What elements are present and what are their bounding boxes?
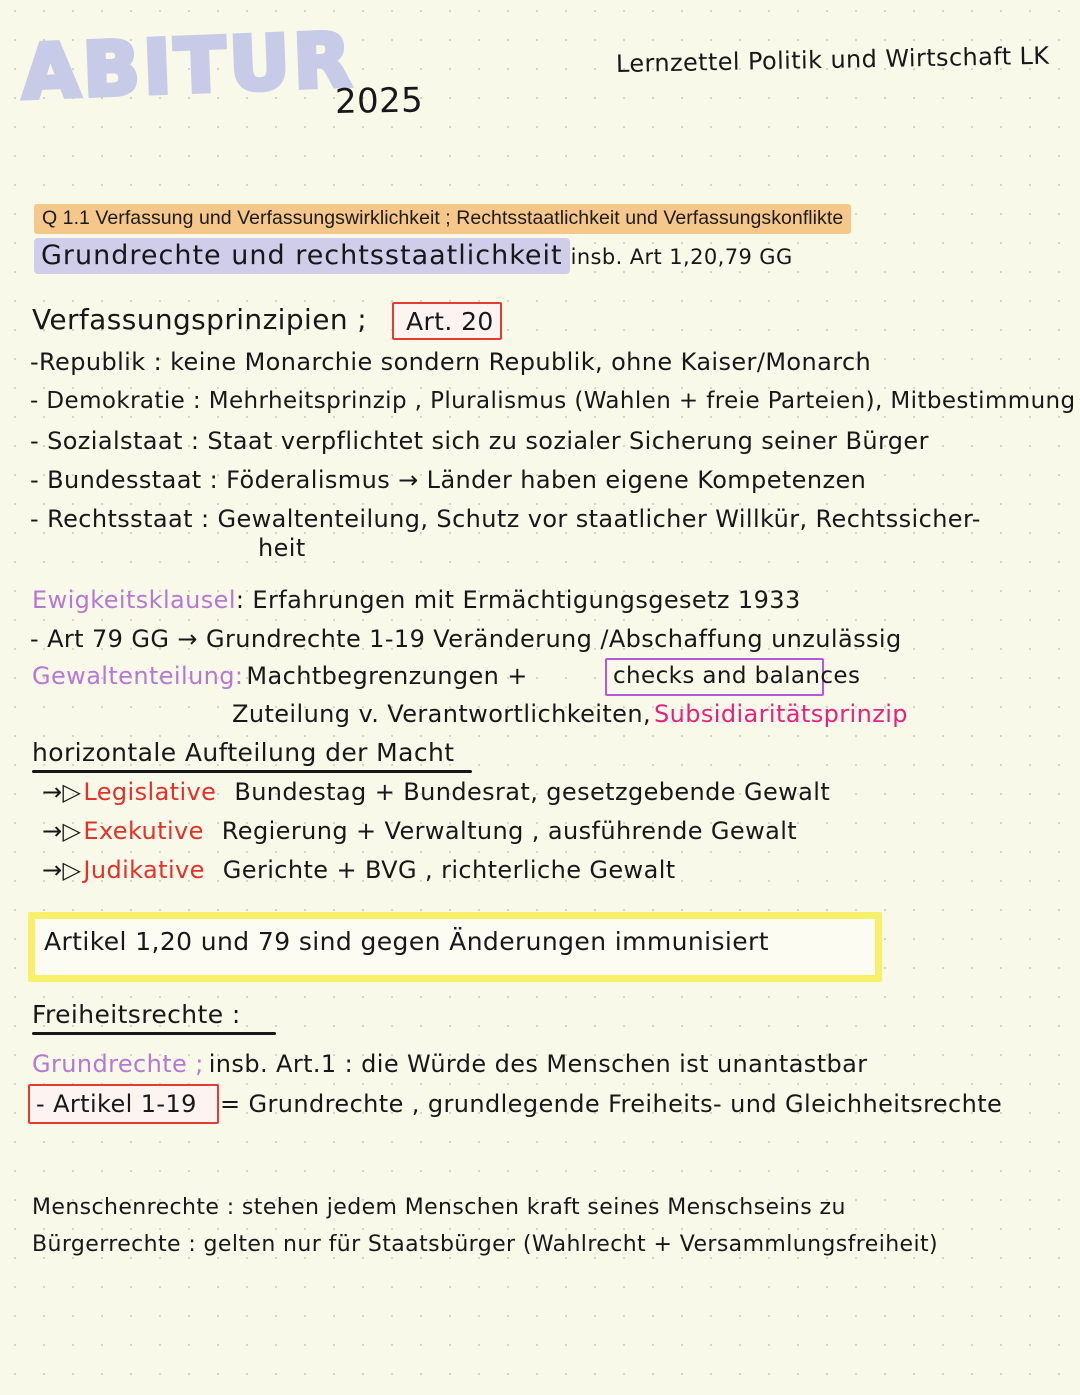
ewigkeitsklausel-detail: - Art 79 GG → Grundrechte 1-19 Veränderung /Abschaffung unzulässig [30, 625, 902, 653]
term-judikative: Judikative [83, 856, 205, 884]
power-row-legislative [42, 778, 830, 806]
arrow-icon: →▷ [42, 817, 82, 845]
principle-rechtsstaat-cont: heit [258, 534, 306, 562]
subject-line: Lernzettel Politik und Wirtschaft LK [615, 41, 1050, 78]
subsidiaritaetsprinzip-label: Subsidiaritätsprinzip [654, 700, 908, 728]
principle-republik: -Republik : keine Monarchie sondern Republik, ohne Kaiser/Monarch [30, 348, 872, 376]
section-heading-horizontale-aufteilung: horizontale Aufteilung der Macht [32, 738, 455, 767]
description-exekutive: Regierung + Verwaltung , ausführende Gewalt [221, 817, 798, 845]
topic-subheading-highlighted: Grundrechte und rechtsstaatlichkeit [34, 238, 570, 274]
grundrechte-text: insb. Art.1 : die Würde des Menschen ist unantastbar [208, 1050, 868, 1078]
immunisiert-callout-text: Artikel 1,20 und 79 sind gegen Änderungen immunisiert [44, 927, 769, 956]
topic-subheading [34, 240, 793, 271]
ewigkeitsklausel-line [32, 586, 801, 614]
principle-rechtsstaat: - Rechtsstaat : Gewaltenteilung, Schutz vor staatlicher Willkür, Rechtssicher- [30, 505, 981, 533]
ewigkeitsklausel-text: : Erfahrungen mit Ermächtigungsgesetz 1933 [235, 586, 801, 614]
term-exekutive: Exekutive [83, 817, 204, 845]
principle-demokratie: - Demokratie : Mehrheitsprinzip , Pluralismus (Wahlen + freie Parteien), Mitbestimmung [30, 388, 1076, 414]
art20-label: Art. 20 [406, 307, 494, 336]
description-legislative: Bundestag + Bundesrat, gesetzgebende Gewalt [234, 778, 831, 806]
grundrechte-label: Grundrechte ; [32, 1050, 204, 1078]
buergerrechte-line: Bürgerrechte : gelten nur für Staatsbürger (Wahlrecht + Versammlungsfreiheit) [32, 1232, 939, 1257]
topic-heading-highlighted: Q 1.1 Verfassung und Verfassungswirklichkeit ; Rechtsstaatlichkeit und Verfassungskonflikte [34, 204, 851, 234]
checks-and-balances-label: checks and balances [613, 663, 861, 689]
section-heading-verfassungsprinzipien: Verfassungsprinzipien ; [32, 303, 368, 336]
description-judikative: Gerichte + BVG , richterliche Gewalt [222, 856, 676, 884]
principle-bundesstaat: - Bundesstaat : Föderalismus → Länder haben eigene Kompetenzen [30, 466, 867, 494]
gewaltenteilung-text: Machtbegrenzungen + [246, 662, 528, 690]
gewaltenteilung-label: Gewaltenteilung: [32, 662, 244, 690]
heading-underline [32, 1032, 276, 1035]
year-label: 2025 [334, 80, 424, 122]
artikel-1-19-label: - Artikel 1-19 [36, 1090, 197, 1118]
term-legislative: Legislative [83, 778, 217, 806]
principle-sozialstaat: - Sozialstaat : Staat verpflichtet sich zu sozialer Sicherung seiner Bürger [30, 427, 929, 455]
heading-underline [32, 770, 472, 773]
menschenrechte-line: Menschenrechte : stehen jedem Menschen kraft seines Menschseins zu [32, 1195, 846, 1220]
gewaltenteilung-line2 [232, 700, 908, 728]
gewaltenteilung-line [32, 662, 528, 690]
artikel-1-19-text: = Grundrechte , grundlegende Freiheits- und Gleichheitsrechte [220, 1090, 1003, 1118]
ewigkeitsklausel-label: Ewigkeitsklausel [32, 586, 236, 614]
section-heading-freiheitsrechte: Freiheitsrechte : [32, 1000, 241, 1029]
zuteilung-text: Zuteilung v. Verantwortlichkeiten, [232, 700, 651, 728]
power-row-exekutive [42, 817, 797, 845]
power-row-judikative [42, 856, 676, 884]
arrow-icon: →▷ [42, 778, 82, 806]
page-title-abitur: ABITUR [20, 17, 357, 116]
topic-subheading-tail: insb. Art 1,20,79 GG [570, 245, 793, 269]
arrow-icon: →▷ [42, 856, 82, 884]
grundrechte-line [32, 1050, 868, 1078]
